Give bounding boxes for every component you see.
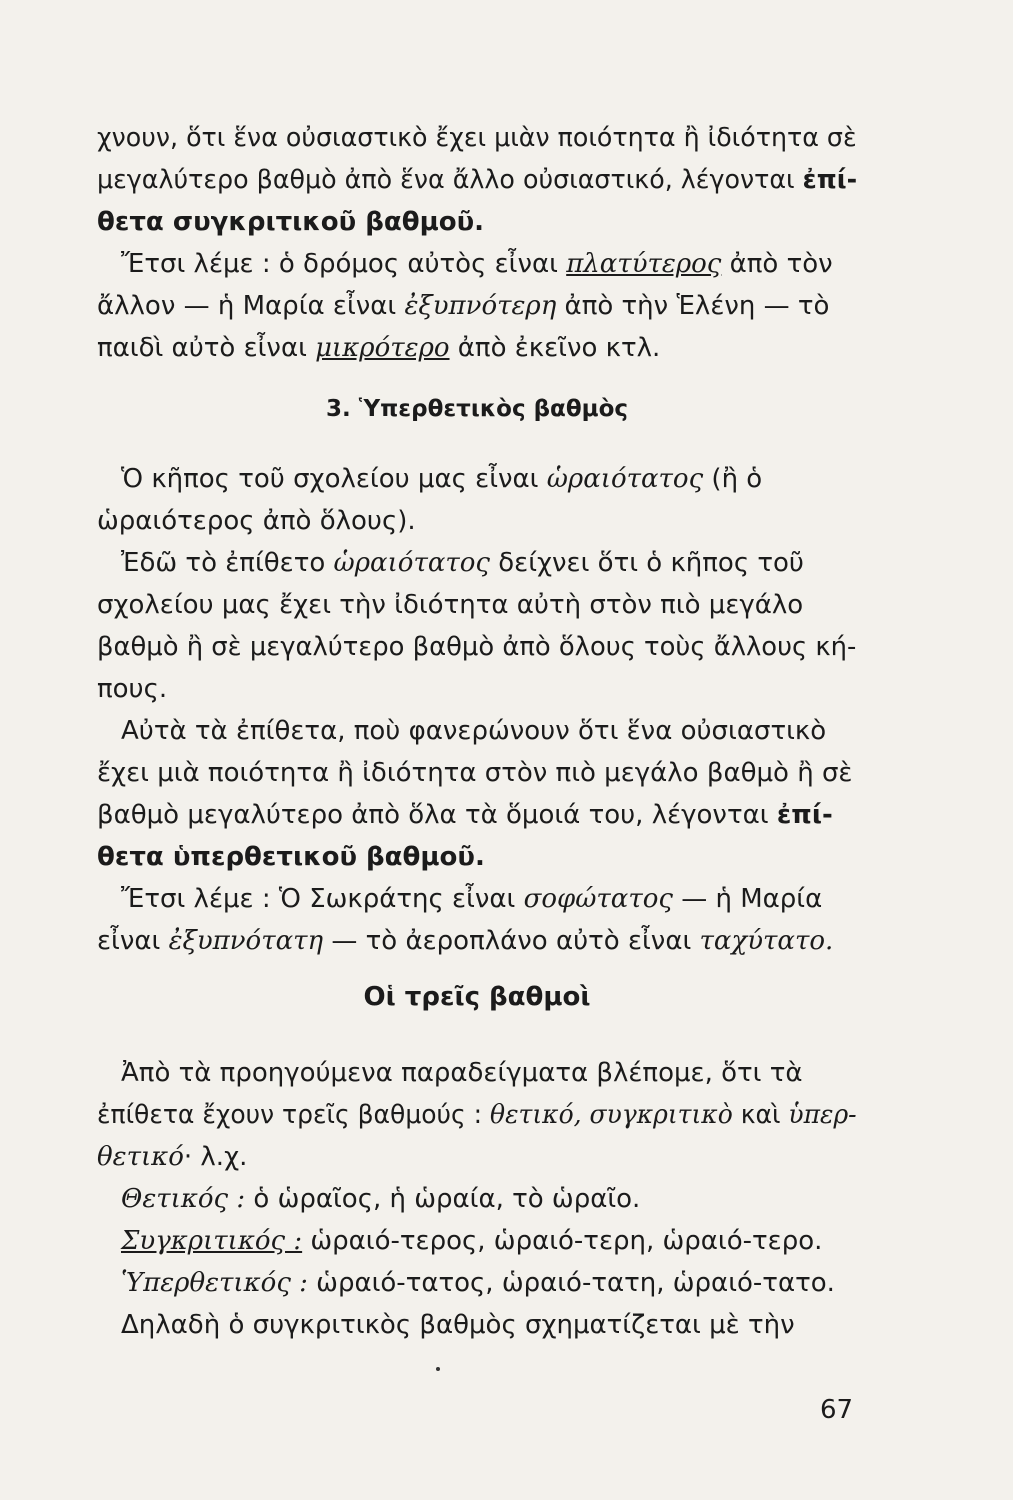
text-line: Δηλαδὴ ὁ συγκριτικὸς βαθμὸς σχηματίζεται μὲ τὴν [121,1310,795,1340]
text-line: ὡραιότερος ἀπὸ ὅλους). [97,506,416,536]
text-span: Ἔτσι λέμε : Ὁ Σωκράτης εἶναι [121,884,524,914]
example-word: σοφώτατος [523,884,673,914]
text-line: βαθμὸ ἢ σὲ μεγαλύτερο βαθμὸ ἀπὸ ὅλους τοὺς ἄλλους κή- [97,632,857,662]
degree-forms: ὡραιό-τατος, ὡραιό-τατη, ὡραιό-τατο. [307,1268,835,1298]
text-line [97,794,857,836]
text-span: ἀπὸ τὸν [721,249,833,279]
text-span: δείχνει ὅτι ὁ κῆπος τοῦ [489,548,804,578]
section-heading-superlative: 3. Ὑπερθετικὸς βαθμὸς [325,396,629,422]
term-bold: ἐπί- [802,165,858,195]
degree-label: Συγκριτικός : [121,1226,303,1256]
example-word: ἐξυπνότερη [404,291,557,321]
text-line [97,1136,857,1178]
text-span: εἶναι [97,926,169,956]
forms-comparative [97,1220,857,1262]
text-span: (ἢ ὁ [703,464,763,494]
text-line: σχολείου μας ἔχει τὴν ἰδιότητα αὐτὴ στὸν πιὸ μεγάλο [97,590,804,620]
text-line [97,920,857,962]
text-span: Ἐδῶ τὸ ἐπίθετο [121,548,334,578]
example-word: ὡραιότατος [546,464,704,494]
text-span: ἀπὸ ἐκεῖνο κτλ. [449,333,661,363]
example-word: ὑπερ- [788,1100,857,1130]
text-span: · λ.χ. [183,1142,248,1172]
text-line: χνουν, ὅτι ἕνα οὐσιαστικὸ ἔχει μιὰν ποιότητα ἢ ἰδιότητα σὲ [97,123,857,153]
section-heading-three-degrees: Οἱ τρεῖς βαθμοὶ [363,982,591,1012]
text-span: ἀπὸ τὴν Ἑλένη — τὸ [556,291,830,321]
text-line [97,542,857,584]
text-span: παιδὶ αὐτὸ εἶναι [97,333,316,363]
text-span: — ἡ Μαρία [672,884,823,914]
example-word: θετικό [97,1142,184,1172]
degree-label: Θετικός : [121,1184,246,1214]
forms-positive [97,1178,857,1220]
example-word: θετικό, συγκριτικὸ [490,1100,733,1130]
term-bold-line: θετα ὑπερθετικοῦ βαθμοῦ. [97,842,485,872]
text-line: Ἀπὸ τὰ προηγούμενα παραδείγματα βλέπομε, ὅτι τὰ [121,1058,803,1088]
text-line [97,159,858,201]
term-bold: ἐπί- [776,800,833,830]
example-word: ταχύτατο. [699,926,834,956]
example-word: ἐξυπνότατη [168,926,324,956]
example-word: πλατύτερος [566,249,722,279]
text-span: Ἔτσι λέμε : ὁ δρόμος αὐτὸς εἶναι [121,249,567,279]
degree-forms: ὁ ὡραῖος, ἡ ὡραία, τὸ ὡραῖο. [245,1184,641,1214]
example-word: ὡραιότατος [333,548,490,578]
text-span: μεγαλύτερο βαθμὸ ἀπὸ ἕνα ἄλλο οὐσιαστικό, λέγονται [97,165,803,195]
text-line: πους. [97,674,168,704]
text-span: ἐπίθετα ἔχουν τρεῖς βαθμούς : [97,1100,491,1130]
text-line [97,327,857,369]
term-bold-line: θετα συγκριτικοῦ βαθμοῦ. [97,207,485,237]
text-line: ἔχει μιὰ ποιότητα ἢ ἰδιότητα στὸν πιὸ μεγάλο βαθμὸ ἢ σὲ [97,758,853,788]
text-line [97,458,857,500]
text-line: Αὐτὰ τὰ ἐπίθετα, ποὺ φανερώνουν ὅτι ἕνα οὐσιαστικὸ [121,716,827,746]
text-span: βαθμὸ μεγαλύτερο ἀπὸ ὅλα τὰ ὅμοιά του, λέγονται [97,800,777,830]
text-span: καὶ [732,1100,789,1130]
paragraph-three-degrees [97,1052,857,1346]
text-span: — τὸ ἀεροπλάνο αὐτὸ εἶναι [323,926,700,956]
example-word: μικρότερο [315,333,450,363]
dot-mark [436,1367,440,1371]
degree-forms: ὡραιό-τερος, ὡραιό-τερη, ὡραιό-τερο. [302,1226,823,1256]
text-line [97,243,857,285]
paragraph-superlative [97,458,857,962]
forms-superlative [97,1262,857,1304]
text-line [97,285,857,327]
page-number: 67 [820,1395,854,1425]
text-line [97,878,857,920]
text-span: ἄλλον — ἡ Μαρία εἶναι [97,291,405,321]
text-line [97,1094,857,1136]
paragraph-comparative-definition [97,117,857,369]
degree-label: Ὑπερθετικός : [121,1268,308,1298]
text-span: Ὁ κῆπος τοῦ σχολείου μας εἶναι [121,464,547,494]
